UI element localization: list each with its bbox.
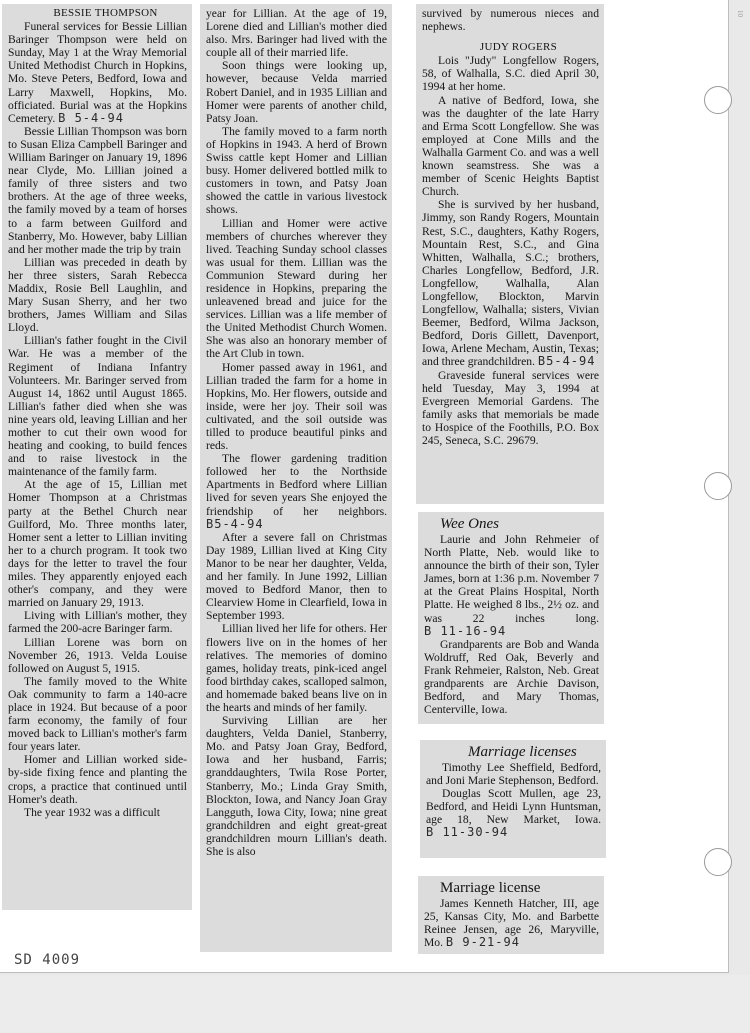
punch-hole (704, 86, 732, 114)
paragraph: At the age of 15, Lillian met Homer Thompson at a Christmas party at the Bethel Church near Guilford, Mo. Three months later, Homer sent a letter to Lillian inviting her to a church program. It took two days for the letter to travel the four miles. They apparently enjoyed each other's company, and they were married on January 29, 1913. (8, 478, 187, 610)
paragraph: Lillian and Homer were active members of churches wherever they lived. Teaching Sunday school classes was usual for them. Lillian was the Communion Steward during her residence in Hopkins, preparing the unleavened bread and juice for the services. Lillian was a life member of the United Methodist Church Women. She was also an honorary member of the Art Club in town. (206, 216, 387, 361)
paragraph: A native of Bedford, Iowa, she was the daughter of the late Harry and Erma Scott Longfellow. She was employed at Cone Mills and the Walhalla Garment Co. and was a well known seamstress. She was a member of Scenic Heights Baptist Church. (422, 93, 599, 199)
obituary-title: BESSIE THOMPSON (53, 7, 158, 19)
paragraph: The flower gardening tradition followed her to the Northside Apartments in Bedford where Lillian lived for seven years She enjoyed the friendship of her neighbors. B5-4-94 (206, 452, 387, 531)
paragraph: Laurie and John Rehmeier of North Platte, Neb. would like to announce the birth of their son, Tyler James, born at 1:36 p.m. November 7 at the Great Plains Hospital, North Platte. He weighed 8 lbs., 2½ oz. and was 22 inches long. B 11-16-94 (424, 533, 599, 638)
paragraph: Surviving Lillian are her daughters, Velda Daniel, Stanberry, Mo. and Patsy Joan Gray, Bedford, Iowa and her husband, Farris; granddaughters, Twila Rose Porter, Stanberry, Mo.; Linda Gray Smith, Blockton, Iowa, and Nancy Joan Gray Langguth, Iowa City, Iowa; nine great grandchildren and eight great-great grandchildren mourn Lillian's death. She is also (206, 714, 387, 858)
marriage-licenses-clipping (420, 740, 606, 858)
handwritten-date-note: B 5-4-94 (58, 110, 124, 125)
paragraph: After a severe fall on Christmas Day 1989, Lillian lived at King City Manor to be near her daughter, Velda, and her family. In June 1992, Lillian moved to Bedford Manor, then to Clearview Home in Clearfield, Iowa in September 1993. (206, 530, 387, 623)
paragraph: Homer and Lillian worked side-by-side fixing fence and planting the crops, a practice that continued until Homer's death. (8, 753, 187, 806)
catalog-number: SD 4009 (14, 952, 81, 968)
edge-mark: 10 (736, 10, 744, 17)
scan-margin (0, 975, 750, 1033)
section-title: Marriage licenses (468, 744, 577, 760)
wee-ones-clipping (418, 512, 604, 724)
punch-hole (704, 472, 732, 500)
handwritten-date-note: B 11-30-94 (426, 825, 509, 840)
paragraph: She is survived by her husband, Jimmy, son Randy Rogers, Mountain Rest, S.C., daughters, Kathy Rogers, Mountain Rest, S.C., and Gina Whitten, Walhalla, S.C.; brothers, Charles Longfellow, Bedford, J.R. Longfellow, Walhalla, Alan Longfellow, Blockton, Marvin Longfellow, Walhalla; sisters, Vivian Beemer, Bedford, Wilma Jackson, Bedford, Doris Gillett, Davenport, Iowa, Arlene Mecham, Austin, Texas; and three grandchildren. B5-4-94 (422, 198, 599, 369)
handwritten-date-note: B5-4-94 (537, 354, 596, 369)
section-title: Marriage license (440, 880, 541, 896)
paragraph: Douglas Scott Mullen, age 23, Bedford, and Heidi Lynn Huntsman, age 18, New Market, Iowa. B 11-30-94 (426, 787, 601, 840)
paragraph: The family moved to the White Oak community to farm a 140-acre place in 1924. But because of a poor farm economy, the family of four moved back to Lillian's mother's farm four years later. (8, 674, 187, 754)
paragraph: Grandparents are Bob and Wanda Woldruff, Red Oak, Beverly and Frank Rehmeier, Ralston, Neb. Great grandparents are Archie Davison, Bedford, and Mary Thomas, Centerville, Iowa. (424, 637, 599, 717)
obituary-clipping-continued (200, 4, 392, 952)
paragraph: year for Lillian. At the age of 19, Lorene died and Lillian's mother died also. Mrs. Baringer had lived with the couple all of their married life. (206, 7, 387, 60)
paragraph: Soon things were looking up, however, because Velda married Robert Daniel, and in 1935 Lillian and Homer were parents of another child, Patsy Joan. (206, 59, 387, 125)
paragraph: Lillian's father fought in the Civil War. He was a member of the Regiment of Indiana Infantry Volunteers. Mr. Baringer served from August 14, 1862 until August 1865. Lillian's father died when she was nine years old, leaving Lillian and her mother to cut their own wood for heating and cooking, to build fences and to raise livestock in the maintenance of the family farm. (8, 334, 187, 479)
marriage-license-clipping (418, 876, 604, 954)
paragraph: Timothy Lee Sheffield, Bedford, and Joni Marie Stephenson, Bedford. (426, 761, 601, 788)
obituary-title: JUDY ROGERS (479, 41, 558, 54)
paragraph: Funeral services for Bessie Lillian Baringer Thompson were held on Sunday, May 1 at the Wray Memorial United Methodist Church in Hopkins, Mo. Steve Peters, Bedford, Iowa and Larry Maxwell, Hopkins, Mo. officiated. Burial was at the Hopkins Cemetery. B 5-4-94 (8, 20, 187, 125)
paragraph: Lois "Judy" Longfellow Rogers, 58, of Walhalla, S.C. died April 30, 1994 at her home. (422, 54, 599, 94)
punch-hole (704, 848, 732, 876)
handwritten-date-note: B 11-16-94 (424, 623, 507, 638)
obituary-clipping-judy-rogers (416, 4, 604, 504)
paragraph: Graveside funeral services were held Tuesday, May 3, 1994 at Evergreen Memorial Gardens. The family asks that memorials be made to Hospice of the Foothills, P.O. Box 245, Seneca, S.C. 29679. (422, 368, 599, 447)
paragraph: Bessie Lillian Thompson was born to Susan Eliza Campbell Baringer and William Baringer on January 19, 1896 near Clyde, Mo. Lillian joined a family of three sisters and two brothers. At the age of three weeks, the family moved by a team of horses to a farm between Guilford and Stanberry, Mo. However, baby Lillian and her mother made the trip by train (8, 124, 187, 256)
paragraph: Living with Lillian's mother, they farmed the 200-acre Baringer farm. (8, 609, 187, 636)
paragraph: survived by numerous nieces and nephews. (422, 7, 599, 34)
paragraph: The family moved to a farm north of Hopkins in 1943. A herd of Brown Swiss cattle kept Homer and Lillian busy. Homer delivered bottled milk to customers in town, and Patsy Joan showed the cattle in various livestock shows. (206, 124, 387, 217)
paragraph: James Kenneth Hatcher, III, age 25, Kansas City, Mo. and Barbette Reinee Jensen, age 26, Maryville, Mo. B 9-21-94 (424, 897, 599, 950)
handwritten-date-note: B 9-21-94 (445, 935, 520, 950)
obituary-clipping-bessie-thompson (2, 4, 192, 910)
paragraph: Homer passed away in 1961, and Lillian traded the farm for a home in Hopkins, Mo. Her flowers, outside and inside, were her joy. Their soil was cultivated, and the soil outside was tilled to produce beautiful pinks and reds. (206, 360, 387, 453)
paragraph: The year 1932 was a difficult (24, 805, 160, 819)
paragraph: Lillian Lorene was born on November 26, 1913. Velda Louise followed on August 5, 1915. (8, 635, 187, 675)
paragraph: Lillian lived her life for others. Her flowers live on in the homes of her relatives. The memories of domino games, holiday treats, pink-iced angel food birthday cakes, scalloped salmon, and homemade baked beans live on in the hearts and minds of her family. (206, 622, 387, 714)
handwritten-date-note: B5-4-94 (206, 516, 264, 531)
paragraph: Lillian was preceded in death by her three sisters, Sarah Rebecca Maddix, Rosie Bell Laughlin, and Mary Susan Sherry, and her two brothers, James William and Silas Lloyd. (8, 255, 187, 335)
section-title: Wee Ones (440, 516, 500, 532)
